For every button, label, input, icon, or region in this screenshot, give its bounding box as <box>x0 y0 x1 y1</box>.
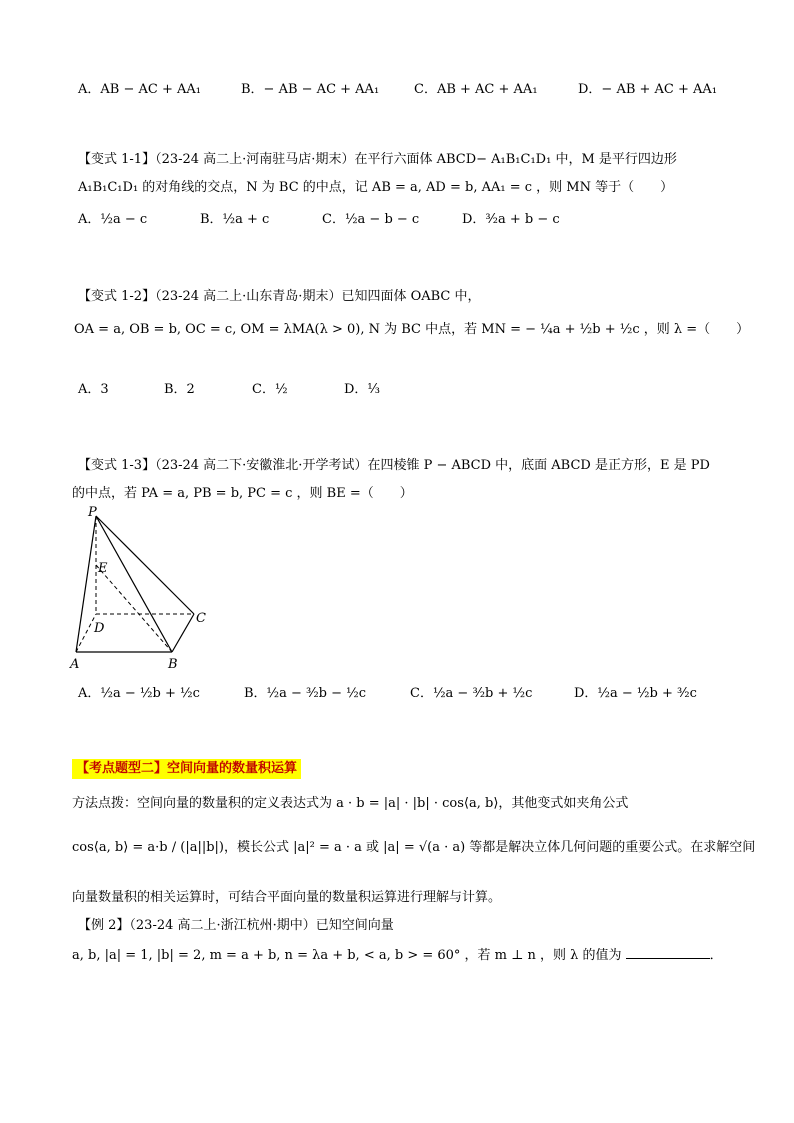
var12-option-b[interactable]: B．2 <box>164 382 195 397</box>
label-e: E <box>98 561 108 576</box>
method-line2: cos⟨a, b⟩ = a·b / (|a||b|)，模长公式 |a|² = a · a 或 |a| = √(a · a) 等都是解决立体几何问题的重要公式。在求解空间 <box>72 840 756 855</box>
var12-stem-line2: OA = a, OB = b, OC = c, OM = λMA(λ > 0), N 为 BC 中点，若 MN = − ¼a + ½b + ½c ，则 λ =（ ） <box>74 322 750 337</box>
ex2-stem-text: a, b, |a| = 1, |b| = 2, m = a + b, n = λa + b, < a, b > = 60° ，若 m ⊥ n ，则 λ 的值为 <box>72 948 622 963</box>
q1-options <box>78 78 718 102</box>
var11-stem-line2: A₁B₁C₁D₁ 的对角线的交点，N 为 BC 的中点，记 AB = a, AD = b, AA₁ = c ，则 MN 等于（ ） <box>78 180 674 195</box>
var11-stem-line1: 【变式 1-1】（23-24 高二上·河南驻马店·期末）在平行六面体 ABCD− A₁B₁C₁D₁ 中，M 是平行四边形 <box>78 152 677 167</box>
var11-option-a[interactable]: A．½a − c <box>78 212 148 227</box>
var13-option-b[interactable]: B．½a − ³⁄₂b − ½c <box>244 686 367 701</box>
edge-bc <box>172 614 194 652</box>
q1-option-b[interactable]: B．− AB − AC + AA₁ <box>241 82 380 97</box>
var12-option-d[interactable]: D．⅓ <box>344 382 381 397</box>
section-title: 【考点题型二】空间向量的数量积运算 <box>72 759 301 779</box>
edge-pc <box>96 516 194 614</box>
var13-option-c[interactable]: C．½a − ³⁄₂b + ½c <box>410 686 533 701</box>
label-a: A <box>70 657 80 672</box>
ex2-stem-line1: 【例 2】（23-24 高二上·浙江杭州·期中）已知空间向量 <box>78 918 394 933</box>
var13-option-a[interactable]: A．½a − ½b + ½c <box>78 686 200 701</box>
var11-option-b[interactable]: B．½a + c <box>200 212 270 227</box>
label-c: C <box>196 611 206 626</box>
label-d: D <box>94 621 105 636</box>
label-b: B <box>168 657 178 672</box>
q1-option-d[interactable]: D．− AB + AC + AA₁ <box>578 82 718 97</box>
pyramid-figure <box>66 502 226 672</box>
var12-option-c[interactable]: C．½ <box>252 382 288 397</box>
label-p: P <box>88 505 97 520</box>
var12-stem-line1: 【变式 1-2】（23-24 高二上·山东青岛·期末）已知四面体 OABC 中， <box>78 289 481 304</box>
var11-option-c[interactable]: C．½a − b − c <box>322 212 420 227</box>
ex2-stem-line2 <box>72 944 723 963</box>
method-line1: 方法点拨：空间向量的数量积的定义表达式为 a · b = |a| · |b| · cos⟨a, b⟩，其他变式如夹角公式 <box>72 796 629 811</box>
ex2-end-punct: ． <box>709 948 723 963</box>
var12-option-a[interactable]: A．3 <box>78 382 109 397</box>
q1-option-c[interactable]: C．AB + AC + AA₁ <box>414 82 538 97</box>
var13-options <box>78 682 718 706</box>
segment-be <box>96 565 172 652</box>
ex2-answer-blank[interactable] <box>626 946 710 959</box>
edge-pb <box>96 516 172 652</box>
var12-options <box>78 378 718 402</box>
var13-option-d[interactable]: D．½a − ½b + ³⁄₂c <box>574 686 697 701</box>
var11-options <box>78 208 718 232</box>
var11-option-d[interactable]: D．³⁄₂a + b − c <box>462 212 560 227</box>
edge-pa <box>76 516 96 652</box>
method-line3: 向量数量积的相关运算时，可结合平面向量的数量积运算进行理解与计算。 <box>72 890 502 905</box>
var13-stem-line2: 的中点，若 PA = a, PB = b, PC = c ，则 BE =（ ） <box>72 486 413 501</box>
q1-option-a[interactable]: A．AB − AC + AA₁ <box>78 82 201 97</box>
var13-stem-line1: 【变式 1-3】（23-24 高二下·安徽淮北·开学考试）在四棱锥 P − ABCD 中，底面 ABCD 是正方形，E 是 PD <box>78 458 710 473</box>
